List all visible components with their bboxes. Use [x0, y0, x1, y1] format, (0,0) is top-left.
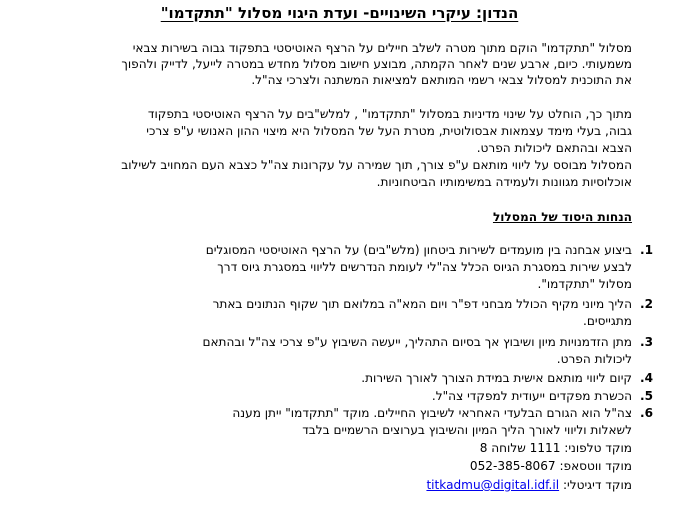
contact-digital-label: מוקד דיגיטלי:	[562, 478, 632, 492]
list-item-line: מסלול "תתקדמו".	[537, 277, 632, 291]
list-item-line: לשאלות וליווי לאורך הליך המיון והשיבוץ בערוצים הרשמיים בלבד	[302, 423, 632, 437]
intro-line: מסלול "תתקדמו" הוקם מתוך מטרה לשלב חיילים על הרצף האוטיסטי בתפקוד גבוה בשירות צבאי	[132, 41, 632, 55]
list-item-line: הליך מיוני מקיף הכולל מבחני דפ"ר ויום המא"ה במלואם תוך שקוף הנתונים באתר	[212, 297, 632, 311]
contact-email-link[interactable]: titkadmu@digital.idf.il	[426, 478, 560, 492]
paragraph-line: הצבא ובהתאם ליכולות הפרט.	[476, 141, 632, 155]
list-item-line: ביצוע אבחנה בין מועמדים לשירות ביטחון (מלש"בים) על הרצף האוטיסטי המסוגלים	[205, 243, 632, 257]
list-item-line: לבצע שירות במסגרת הגיוס הכלל צה"לי לעומת הנדרשים לליווי במסגרת גיוס דרך	[217, 260, 632, 274]
list-item-number: 6.	[639, 406, 653, 420]
list-item-line: צה"ל הוא הגורם הבלעדי האחראי לשיבוץ החיילים. מוקד "תתקדמו" ייתן מענה	[232, 406, 632, 420]
list-item-line: מתגייסים.	[583, 314, 632, 328]
list-item-line: הכשרת מפקדים ייעודית למפקדי צה"ל.	[431, 389, 632, 403]
list-item-number: 2.	[639, 297, 653, 311]
list-item-line: ליכולות הפרט.	[556, 352, 632, 366]
contact-whatsapp	[470, 458, 632, 474]
contact-whatsapp-value: 052-385-8067	[469, 459, 556, 473]
intro-line: את התוכנית למסלול צבאי רשמי המותאם למציאות המשתנה ולצרכי צה"ל.	[251, 73, 632, 87]
paragraph-line: גבוה, בעלי מימד עצמאות אבסולוטית, מטרת העל של המסלול היא מיצוי ההון האנושי ע"פ צרכי	[146, 124, 632, 138]
list-item-line: מתן הזדמנויות מיון ושיבוץ אך בסיום התהליך, ייעשה השיבוץ ע"פ צרכי צה"ל ובהתאם	[202, 335, 632, 349]
contact-phone-label: מוקד טלפוני:	[564, 441, 632, 455]
contact-digital	[426, 477, 632, 493]
list-item-number: 4.	[639, 371, 653, 385]
contact-whatsapp-label: מוקד ווטסאפ:	[559, 459, 632, 473]
list-item-number: 1.	[639, 243, 653, 257]
section-heading: הנחות היסוד של המסלול	[492, 210, 632, 224]
contact-phone-value: 1111 שלוחה 8	[479, 441, 561, 455]
contact-phone	[480, 440, 632, 456]
intro-line: משמעותי. כיום, ארבע שנים לאחר הקמתה, מבוצע חישוב מסלול מחדש במטרה לייעל, לדייק ולהפוך	[121, 57, 632, 71]
list-item-line: קיום ליווי מותאם אישית במידת הצורך לאורך השירות.	[361, 371, 632, 385]
document-title: הנדון: עיקרי השינויים- ועדת היגוי מסלול "תתקדמו"	[160, 4, 519, 22]
paragraph-line: המסלול מבוסס על ליווי מותאם ע"פ צורך, תוך שמירה על עקרונות צה"ל כצבא העם המחויב לשילוב	[121, 158, 632, 172]
list-item-number: 5.	[639, 389, 653, 403]
paragraph-line: מתוך כך, הוחלט על שינוי מדיניות במסלול "תתקדמו" , למלש"בים על הרצף האוטיסטי בתפקוד	[147, 107, 632, 121]
paragraph-line: אוכלוסיות מגוונות ולעמידה במשימותיו הביטחוניות.	[376, 175, 632, 189]
list-item-number: 3.	[639, 335, 653, 349]
